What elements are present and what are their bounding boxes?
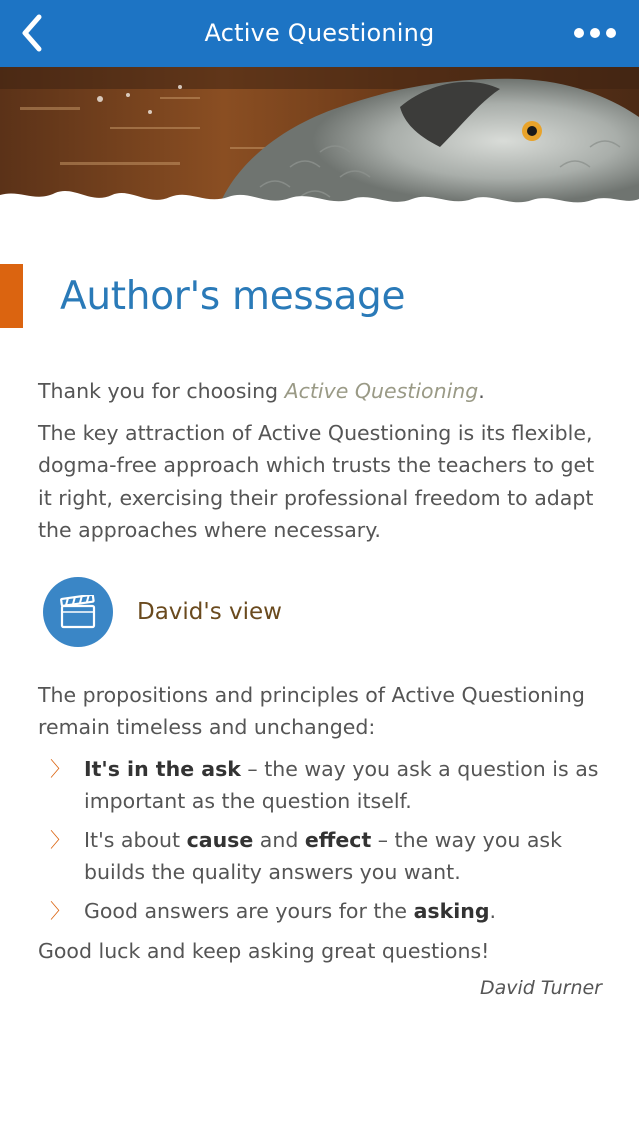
bullet-chevron-icon: 〉 bbox=[50, 827, 70, 852]
closing-paragraph: Good luck and keep asking great questions! bbox=[38, 939, 490, 963]
bullet-text: . bbox=[489, 898, 497, 923]
navigation-bar bbox=[0, 0, 639, 67]
davids-view-row[interactable] bbox=[38, 577, 610, 649]
bullet-chevron-icon: 〉 bbox=[50, 898, 70, 923]
principles-list bbox=[38, 753, 610, 928]
davids-view-label[interactable]: David's view bbox=[137, 598, 282, 625]
heading-accent-bar bbox=[0, 264, 23, 328]
intro-prefix: Thank you for choosing bbox=[38, 379, 285, 403]
list-item bbox=[38, 753, 610, 818]
bullet-bold-text: It's in the ask bbox=[84, 756, 241, 781]
bullet-bold-text: effect bbox=[304, 827, 372, 852]
bullet-text: and bbox=[253, 827, 305, 852]
bullet-text: – the way you ask a question is as important as the question itself. bbox=[84, 756, 599, 813]
bullet-text: Good answers are yours for the bbox=[84, 898, 414, 923]
bullet-chevron-icon: 〉 bbox=[50, 756, 70, 781]
list-item bbox=[38, 895, 610, 928]
bullet-bold-text: asking bbox=[413, 898, 490, 923]
attraction-paragraph: The key attraction of Active Questioning is its flexible, dogma-free approach which trusts the teachers to get it right, exercising their professional freedom to adapt the approaches where necessary. bbox=[38, 420, 595, 542]
author-signature: David Turner bbox=[480, 976, 602, 999]
bullet-text: – the way you ask builds the quality answers you want. bbox=[84, 827, 562, 884]
davids-view-button[interactable] bbox=[43, 577, 113, 647]
list-item bbox=[38, 824, 610, 889]
article-body bbox=[38, 375, 610, 1004]
intro-paragraph bbox=[38, 375, 610, 408]
intro-suffix: . bbox=[478, 379, 485, 403]
article-heading: Author's message bbox=[60, 274, 406, 319]
intro-book-title: Active Questioning bbox=[284, 379, 479, 403]
more-options-button[interactable] bbox=[563, 11, 627, 55]
more-horizontal-icon bbox=[573, 27, 617, 39]
bullet-bold-text: cause bbox=[186, 827, 254, 852]
page-title: Active Questioning bbox=[204, 19, 435, 47]
parrot-banner-image bbox=[0, 67, 639, 217]
bullet-text: It's about bbox=[84, 827, 187, 852]
clapperboard-icon bbox=[60, 595, 96, 629]
principles-paragraph: The propositions and principles of Active Questioning remain timeless and unchanged: bbox=[38, 682, 585, 739]
